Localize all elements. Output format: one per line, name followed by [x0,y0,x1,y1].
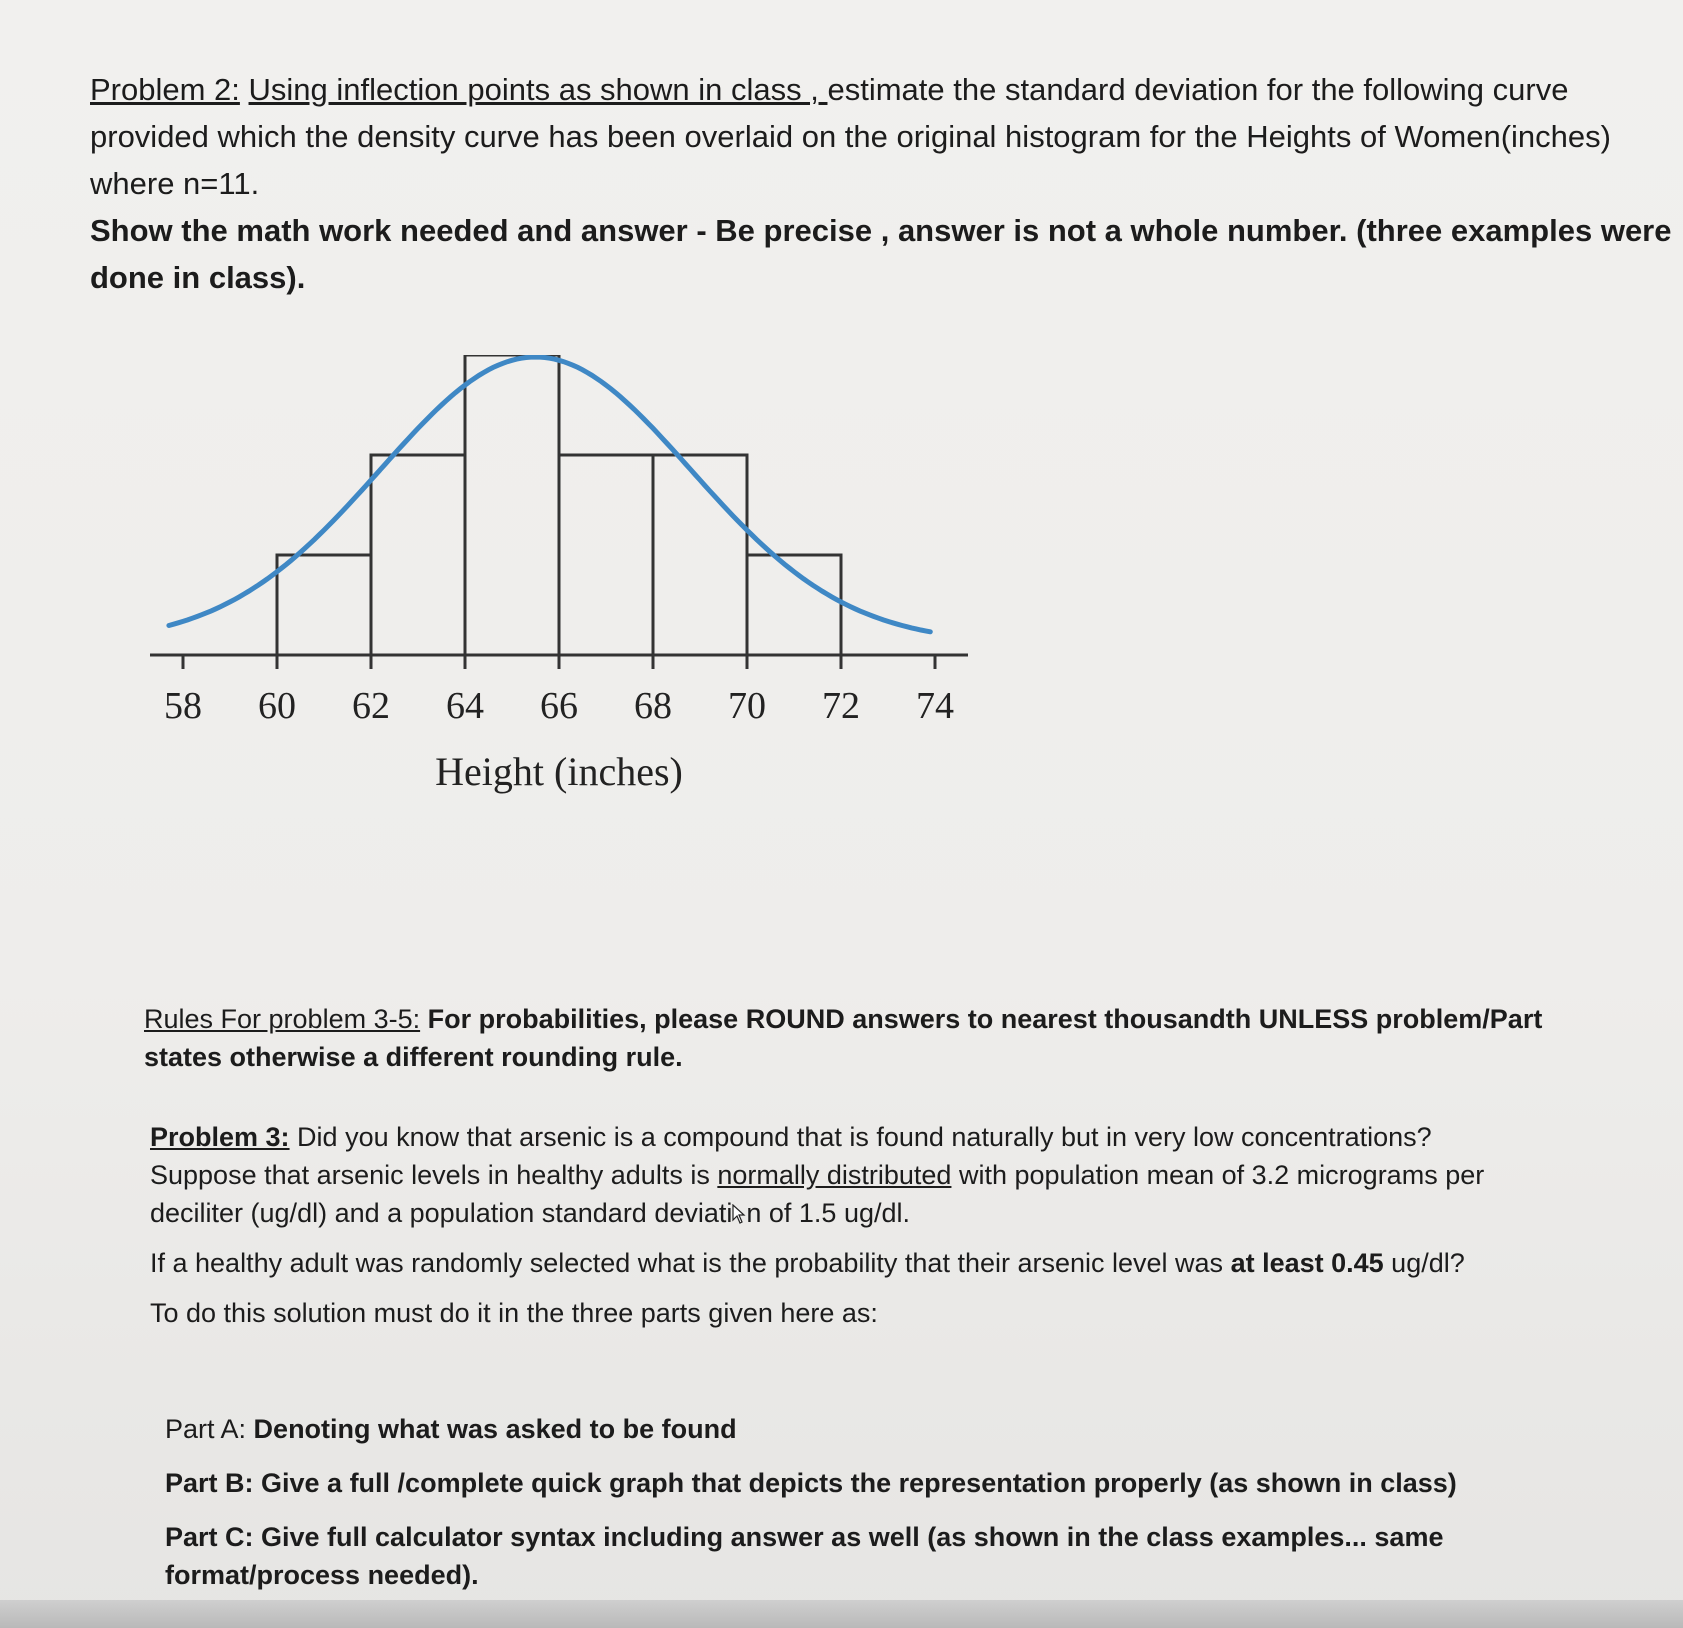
histogram-bar-66-68 [559,455,653,655]
part-a-text: Denoting what was asked to be found [246,1414,737,1444]
problem-3-line3-post: n of 1.5 ug/dl. [746,1198,910,1228]
problem-3-text-1: Did you know that arsenic is a compound that is found naturally but in very low concentrations? [289,1122,1432,1152]
part-c-cont: format/process needed). [165,1560,479,1590]
rules-section [144,1000,1544,1076]
problem-2-label: Problem 2: [90,72,240,107]
part-c: Part C: Give full calculator syntax including answer as well (as shown in the class examples... same [165,1522,1444,1552]
problem-3-line2-pre: Suppose that arsenic levels in healthy adults is [150,1160,718,1190]
problem-2-instructions-cont: done in class). [90,260,306,295]
x-tick-label-60: 60 [258,685,296,727]
parts-list [165,1410,1565,1594]
rules-line-2: states otherwise a different rounding rule. [144,1042,683,1072]
rules-label: Rules For problem 3-5: [144,1004,421,1034]
height-histogram-chart [150,355,1050,875]
problem-3-question [150,1244,1550,1282]
histogram-bar-62-64 [371,455,465,655]
rules-line-1 [144,1000,1544,1038]
x-tick-label-62: 62 [352,685,390,727]
problem-2-underlined-phrase: Using inflection points as shown in class , [248,72,828,107]
x-tick-label-68: 68 [634,685,672,727]
mouse-pointer-icon [732,1204,746,1224]
problem-3-line-2 [150,1156,1550,1194]
problem-3 [150,1118,1550,1332]
screen-bezel [0,1600,1683,1628]
histogram-svg [150,355,1050,875]
question-pre: If a healthy adult was randomly selected what is the probability that their arsenic level was [150,1248,1231,1278]
problem-2-line-3: where n=11. [90,166,260,201]
histogram-bar-60-62 [277,555,371,655]
problem-2-line-1 [90,66,1610,113]
x-tick-label-58: 58 [164,685,202,727]
problem-3-line3-pre: deciliter (ug/dl) and a population standard deviati [150,1198,733,1228]
density-curve [169,357,930,632]
x-tick-label-74: 74 [916,685,954,727]
x-axis-title: Height (inches) [435,749,683,794]
normally-distributed-phrase: normally distributed [717,1160,952,1190]
histogram-bar-68-70 [653,455,747,655]
problem-3-line-3 [150,1194,1550,1232]
problem-3-line-1 [150,1118,1550,1156]
x-tick-label-70: 70 [728,685,766,727]
problem-2-line-2: provided which the density curve has been overlaid on the original histogram for the Heights of Women(inches) [90,119,1611,154]
x-tick-label-64: 64 [446,685,484,727]
x-tick-label-66: 66 [540,685,578,727]
x-tick-label-72: 72 [822,685,860,727]
part-a [165,1410,1565,1448]
problem-3-line2-post: with population mean of 3.2 micrograms per [951,1160,1485,1190]
problem-2 [90,66,1672,301]
problem-3-label: Problem 3: [150,1122,290,1152]
problem-2-instructions: Show the math work needed and answer - Be precise , answer is not a whole number. (three examples were [90,213,1672,248]
question-post: ug/dl? [1383,1248,1465,1278]
histogram-bar-64-66 [465,355,559,655]
question-bold: at least 0.45 [1230,1248,1384,1278]
problem-2-line1-rest: estimate the standard deviation for the following curve [827,72,1569,107]
part-a-label: Part A: [165,1414,247,1444]
rules-text: For probabilities, please ROUND answers to nearest thousandth UNLESS problem/Part [420,1004,1543,1034]
part-b: Part B: Give a full /complete quick graph that depicts the representation properly (as shown in class) [165,1468,1457,1498]
problem-3-instruction: To do this solution must do it in the three parts given here as: [150,1298,878,1328]
